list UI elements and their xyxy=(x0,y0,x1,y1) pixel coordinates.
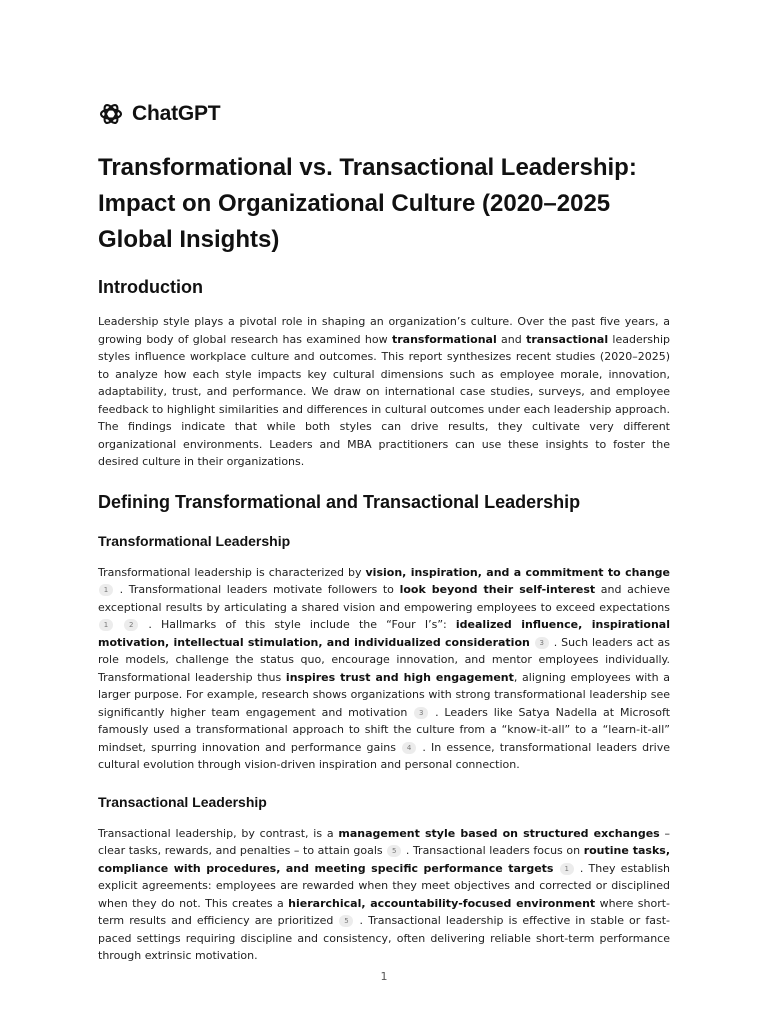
text-run: , aligning employees with a larger purpose. For example, research shows organizations with strong transformational leadership see significantly higher team engagement and motivation xyxy=(98,670,670,719)
intro-paragraph xyxy=(98,313,670,471)
bold-phrase: transformational xyxy=(391,332,497,346)
transactional-paragraph xyxy=(98,825,670,965)
text-run: Transformational leadership is characterized by xyxy=(98,565,366,579)
text-run: where short-term results and efficiency are prioritized xyxy=(98,896,670,927)
document-title: Transformational vs. Transactional Leadership: Impact on Organizational Culture (2020–2025 Global Insights) xyxy=(98,154,637,253)
openai-logo-icon xyxy=(98,101,124,127)
text-run: and achieve exceptional results by articulating a shared vision and empowering employees to exceed expectations xyxy=(98,583,670,614)
section-heading-defining: Defining Transformational and Transactional Leadership xyxy=(98,491,581,512)
subsection-heading-transformational: Transformational Leadership xyxy=(98,532,291,549)
page-number: 1 xyxy=(380,970,388,983)
subsection-heading-transactional: Transactional Leadership xyxy=(98,793,267,810)
citation-badge[interactable]: 5 xyxy=(387,845,401,857)
citation-badge[interactable]: 1 xyxy=(560,863,574,875)
citation-badge[interactable]: 2 xyxy=(124,619,138,631)
citation-badge[interactable]: 3 xyxy=(535,637,549,649)
bold-phrase: inspires trust and high engagement xyxy=(285,670,514,684)
text-run: and xyxy=(496,332,527,346)
text-run: Transactional leadership, by contrast, is a xyxy=(98,826,339,840)
transformational-paragraph xyxy=(98,564,670,774)
citation-badge[interactable]: 4 xyxy=(402,742,416,754)
bold-phrase: look beyond their self-interest xyxy=(399,583,596,596)
text-run: . Leaders like Satya Nadella at Microsoft famously used a transformational approach to shift the culture from a “know-it-all” to a “learn-it-all” mindset, spurring innovation and performance gains xyxy=(98,705,671,754)
text-run: . Hallmarks of this style include the “Four I’s”: xyxy=(148,618,456,631)
section-heading-introduction: Introduction xyxy=(98,277,203,297)
text-run: Leadership style plays a pivotal role in shaping an organization’s culture. Over the past five years, a growing body of global research has examined how xyxy=(98,315,670,346)
text-run: . Transactional leaders focus on xyxy=(405,844,584,857)
bold-phrase: idealized influence, inspirational motivation, intellectual stimulation, and individualized consideration xyxy=(98,618,670,649)
document-page xyxy=(98,100,670,965)
text-run: . In essence, transformational leaders drive cultural evolution through vision-driven inspiration and personal connection. xyxy=(98,740,670,771)
citation-badge[interactable]: 1 xyxy=(99,584,113,596)
citation-badge[interactable]: 1 xyxy=(99,619,113,631)
bold-phrase: vision, inspiration, and a commitment to change xyxy=(365,565,671,579)
text-run: leadership styles influence workplace culture and outcomes. This report synthesizes recent studies (2020–2025) to analyze how each style impacts key cultural dimensions such as employee morale, innovation, adaptability, trust, and performance. We draw on international case studies, surveys, and employee feedback to highlight similarities and differences in cultural outcomes under each leadership approach. The findings indicate that while both styles can drive results, they cultivate very different organizational environments. Leaders and MBA practitioners can use these insights to foster the desired culture in their organizations. xyxy=(98,332,671,468)
brand-header xyxy=(98,100,670,128)
text-run: . Transactional leadership is effective in stable or fast-paced settings requiring discipline and consistency, often delivering reliable short-term performance through extrinsic motivation. xyxy=(98,914,671,962)
citation-badge[interactable]: 3 xyxy=(414,707,428,719)
bold-phrase: hierarchical, accountability-focused environment xyxy=(288,896,596,910)
text-run: . Such leaders act as role models, challenge the status quo, encourage innovation, and mentor employees individually. Transformational leadership thus xyxy=(98,635,670,684)
bold-phrase: management style based on structured exchanges xyxy=(338,826,660,840)
brand-name: ChatGPT xyxy=(132,102,221,125)
bold-phrase: transactional xyxy=(526,332,609,346)
text-run: – clear tasks, rewards, and penalties – to attain goals xyxy=(98,826,671,857)
bold-phrase: routine tasks, compliance with procedures, and meeting specific performance targets xyxy=(98,844,671,875)
text-run: . They establish explicit agreements: employees are rewarded when they meet objectives and corrected or disciplined when they do not. This creates a xyxy=(98,861,671,910)
citation-badge[interactable]: 5 xyxy=(339,915,353,927)
text-run: . Transformational leaders motivate followers to xyxy=(119,583,400,596)
